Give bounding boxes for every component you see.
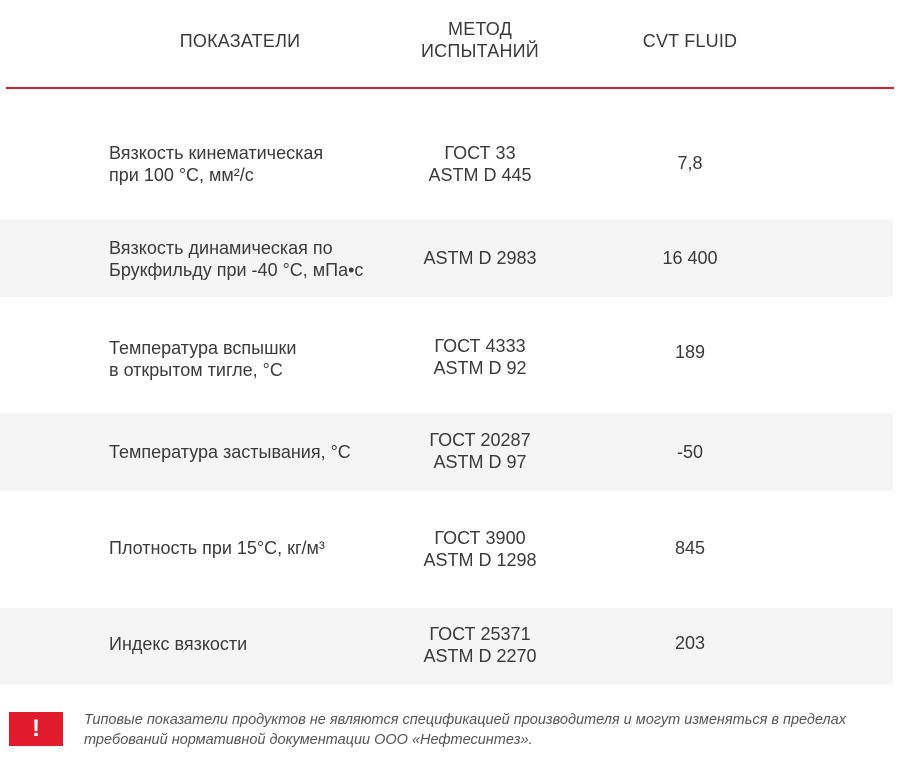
row-method-line1: ГОСТ 20287 bbox=[429, 430, 531, 450]
disclaimer-line2: требований нормативной документации ООО «Нефтесинтез». bbox=[84, 732, 533, 748]
row-method-line2: ASTM D 97 bbox=[433, 452, 527, 472]
table-row bbox=[0, 297, 893, 413]
row-method-line1: ГОСТ 3900 bbox=[434, 528, 526, 548]
table-header bbox=[0, 0, 900, 88]
row-name-line1: Температура застывания, °C bbox=[109, 442, 351, 462]
header-indicators: ПОКАЗАТЕЛИ bbox=[179, 31, 301, 51]
row-name-line1: Вязкость динамическая по bbox=[109, 238, 333, 258]
table-row bbox=[0, 491, 893, 608]
row-name-line2: в открытом тигле, °C bbox=[109, 360, 283, 380]
row-method-line1: ГОСТ 33 bbox=[444, 143, 516, 163]
warning-icon: ! bbox=[9, 712, 63, 746]
row-name bbox=[109, 142, 409, 186]
row-name-line2: Брукфильду при -40 °C, мПа•с bbox=[109, 260, 364, 280]
row-value: 7,8 bbox=[677, 153, 703, 173]
row-method-line2: ASTM D 1298 bbox=[423, 550, 537, 570]
row-method bbox=[380, 142, 580, 186]
header-divider bbox=[6, 87, 894, 89]
row-name bbox=[109, 337, 409, 381]
row-value: -50 bbox=[676, 442, 703, 462]
disclaimer-text bbox=[84, 710, 884, 750]
row-method bbox=[380, 623, 580, 667]
row-method bbox=[380, 247, 580, 269]
row-method bbox=[380, 335, 580, 379]
table-row bbox=[0, 112, 893, 217]
header-test-method bbox=[380, 18, 580, 62]
row-value: 845 bbox=[674, 538, 706, 558]
table-row bbox=[0, 608, 893, 685]
disclaimer-line1: Типовые показатели продуктов не являются спецификацией производителя и могут изменяться в пределах bbox=[84, 712, 846, 728]
row-name-line2: при 100 °C, мм²/с bbox=[109, 165, 254, 185]
row-method-line1: ASTM D 2983 bbox=[423, 248, 537, 268]
row-name-line1: Плотность при 15°C, кг/м³ bbox=[109, 538, 325, 558]
row-name bbox=[109, 237, 409, 281]
header-test-method-line2: ИСПЫТАНИЙ bbox=[421, 41, 539, 61]
row-method-line2: ASTM D 2270 bbox=[423, 646, 537, 666]
row-value: 189 bbox=[674, 342, 706, 362]
row-method bbox=[380, 527, 580, 571]
row-method-line2: ASTM D 92 bbox=[433, 358, 527, 378]
row-name bbox=[109, 633, 409, 655]
table-row bbox=[0, 219, 893, 297]
row-name-line1: Вязкость кинематическая bbox=[109, 143, 324, 163]
row-name-line1: Индекс вязкости bbox=[109, 634, 248, 654]
row-method-line2: ASTM D 445 bbox=[428, 165, 532, 185]
header-test-method-line1: МЕТОД bbox=[448, 19, 512, 39]
row-value: 203 bbox=[674, 633, 706, 653]
row-method bbox=[380, 429, 580, 473]
row-method-line1: ГОСТ 25371 bbox=[429, 624, 531, 644]
row-method-line1: ГОСТ 4333 bbox=[434, 336, 526, 356]
header-product: CVT FLUID bbox=[642, 31, 738, 51]
row-name bbox=[109, 441, 409, 463]
row-name-line1: Температура вспышки bbox=[109, 338, 297, 358]
row-value: 16 400 bbox=[662, 248, 718, 268]
row-name bbox=[109, 537, 409, 559]
table-row bbox=[0, 413, 893, 491]
disclaimer bbox=[0, 700, 900, 775]
